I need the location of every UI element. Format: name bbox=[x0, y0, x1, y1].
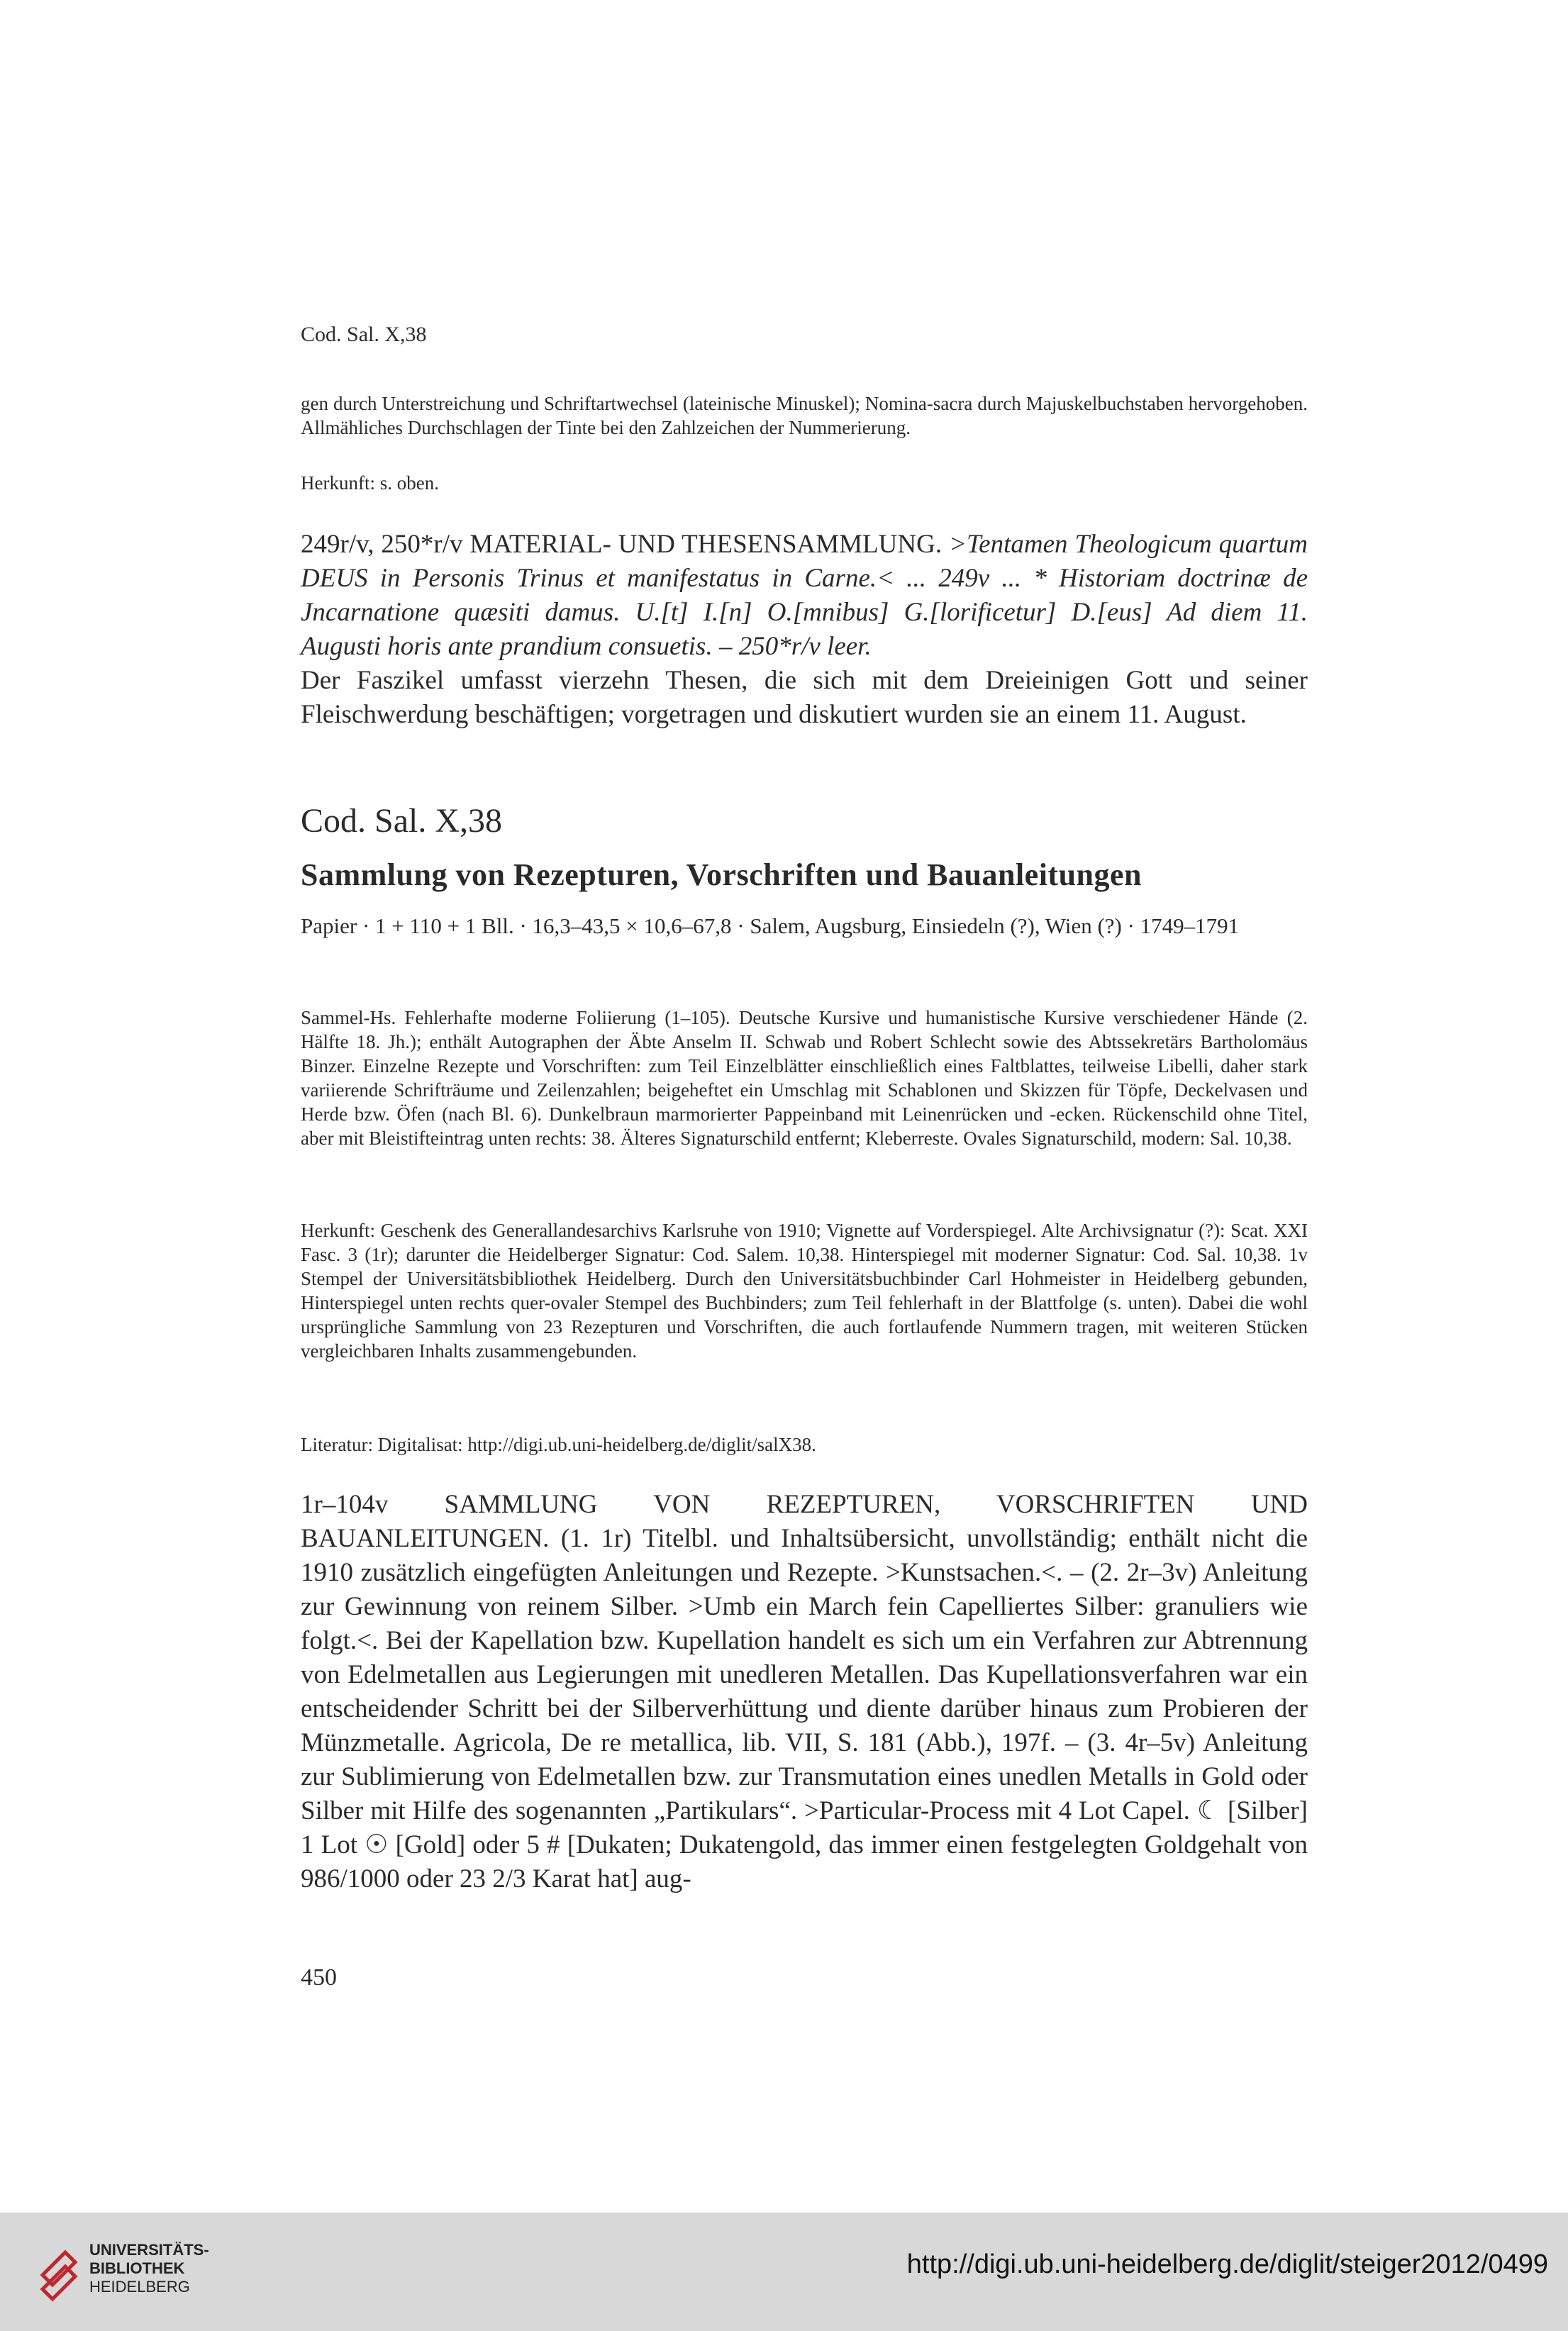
library-name-line2: BIBLIOTHEK bbox=[89, 2259, 185, 2277]
source-url-link[interactable]: http://digi.ub.uni-heidelberg.de/diglit/steiger2012/0499 bbox=[906, 2249, 1548, 2279]
library-logo-icon bbox=[37, 2234, 82, 2305]
entry-description-block bbox=[301, 1006, 1308, 1150]
folio-label: 249r/v, 250*r/v MATERIAL- UND THESENSAMMLUNG. bbox=[301, 530, 943, 559]
prev-entry-paragraph: gen durch Unterstreichung und Schriftartwechsel (lateinische Minuskel); Nomina-sacra durch Majuskelbuchstaben hervorgehoben. Allmähliches Durchschlagen der Tinte bei den Zahlzeichen der Nummerierung. bbox=[301, 393, 1308, 438]
library-name-line3: HEIDELBERG bbox=[89, 2278, 190, 2296]
footer-bar bbox=[0, 2213, 1568, 2331]
entry-physical-description: Papier · 1 + 110 + 1 Bll. · 16,3–43,5 × 10,6–67,8 · Salem, Augsburg, Einsiedeln (?), Wien (?) · 1749–1791 bbox=[301, 913, 1240, 938]
prev-entry-continuation bbox=[301, 391, 1308, 440]
entry-title: Sammlung von Rezepturen, Vorschriften und Bauanleitungen bbox=[301, 857, 1142, 892]
incipit-text: >Tentamen Theologicum quartum DEUS in Personis Trinus et manifestatus in Carne.< ... 249v ... * Historiam doctrinæ de Jncarnatione quæsiti damus. U.[t] I.[n] O.[mnibus] G.[lorificetur] D.[eus] Ad diem 11. Augusti horis ante prandium consuetis. – 250*r/v leer. bbox=[301, 530, 1308, 661]
entry-description: Sammel-Hs. Fehlerhafte moderne Foliierung (1–105). Deutsche Kursive und humanistische Kursive verschiedener Hände (2. Hälfte 18. Jh.); enthält Autographen der Äbte Anselm II. Schwab und Robert Schlecht sowie des Abtssekretärs Bartholomäus Binzer. Einzelne Rezepte und Vorschriften: zum Teil Einzelblätter einschließlich eines Faltblattes, teilweise Libelli, daher stark variierende Schrifträume und Zeilenzahlen; beigeheftet ein Umschlag mit Schablonen und Skizzen für Töpfe, Deckelvasen und Herde bzw. Öfen (nach Bl. 6). Dunkelbraun marmorierter Pappeinband mit Leinenrücken und -ecken. Rückenschild ohne Titel, aber mit Bleistifteintrag unten rechts: 38. Älteres Signaturschild entfernt; Kleberreste. Ovales Signaturschild, modern: Sal. 10,38. bbox=[301, 1007, 1308, 1149]
entry-contents-block bbox=[301, 1488, 1308, 1896]
library-name-line1: UNIVERSITÄTS- bbox=[89, 2241, 209, 2259]
entry-contents: 1r–104v SAMMLUNG VON REZEPTUREN, VORSCHRIFTEN UND BAUANLEITUNGEN. (1. 1r) Titelbl. und Inhaltsübersicht, unvollständig; enthält nicht die 1910 zusätzlich eingefügten Anleitungen und Rezepte. >Kunstsachen.<. – (2. 2r–3v) Anleitung zur Gewinnung von reinem Silber. >Umb ein March fein Capelliertes Silber: granuliers wie folgt.<. Bei der Kapellation bzw. Kupellation handelt es sich um ein Verfahren zur Abtrennung von Edelmetallen aus Legierungen mit unedleren Metallen. Das Kupellationsverfahren war ein entscheidender Schritt bei der Silberverhüttung und diente darüber hinaus zum Probieren der Münzmetalle. Agricola, De re metallica, lib. VII, S. 181 (Abb.), 197f. – (3. 4r–5v) Anleitung zur Sublimierung von Edelmetallen bzw. zur Transmutation eines unedlen Metalls in Gold oder Silber mit Hilfe des sogenannten „Partikulars“. >Particular-Process mit 4 Lot Capel. ☾ [Silber] 1 Lot ☉ [Gold] oder 5 # [Dukaten; Dukatengold, das immer einen festgelegten Goldgehalt von 986/1000 oder 23 2/3 Karat hat] aug- bbox=[301, 1490, 1308, 1893]
prev-entry-description: Der Faszikel umfasst vierzehn Thesen, die sich mit dem Dreieinigen Gott und seiner Fleischwerdung beschäftigen; vorgetragen und diskutiert wurden sie an einem 11. August. bbox=[301, 666, 1308, 729]
running-head: Cod. Sal. X,38 bbox=[301, 323, 427, 346]
entry-literatur-block bbox=[301, 1432, 1308, 1457]
page-number: 450 bbox=[301, 1964, 337, 1991]
herkunft-text: Herkunft: s. oben. bbox=[301, 472, 439, 494]
entry-literatur: Literatur: Digitalisat: http://digi.ub.uni-heidelberg.de/diglit/salX38. bbox=[301, 1434, 816, 1455]
entry-herkunft: Herkunft: Geschenk des Generallandesarchivs Karlsruhe von 1910; Vignette auf Vorderspiegel. Alte Archivsignatur (?): Scat. XXI Fasc. 3 (1r); darunter die Heidelberger Signatur: Cod. Salem. 10,38. Hinterspiegel mit moderner Signatur: Cod. Sal. 10,38. 1v Stempel der Universitätsbibliothek Heidelberg. Durch den Universitätsbuchbinder Carl Hohmeister in Heidelberg gebunden, Hinterspiegel unten rechts quer-ovaler Stempel des Buchbinders; zum Teil fehlerhaft in der Blattfolge (s. unten). Dabei die wohl ursprüngliche Sammlung von 23 Rezepturen und Vorschriften, die auch fortlaufende Nummern tragen, mit weiteren Stücken vergleichbaren Inhalts zusammengebunden. bbox=[301, 1220, 1308, 1362]
prev-entry-item bbox=[301, 528, 1308, 664]
prev-entry-contents bbox=[301, 528, 1308, 732]
prev-entry-herkunft bbox=[301, 471, 1308, 495]
entry-herkunft-block bbox=[301, 1218, 1308, 1363]
entry-shelfmark: Cod. Sal. X,38 bbox=[301, 802, 503, 840]
library-name bbox=[89, 2241, 209, 2296]
